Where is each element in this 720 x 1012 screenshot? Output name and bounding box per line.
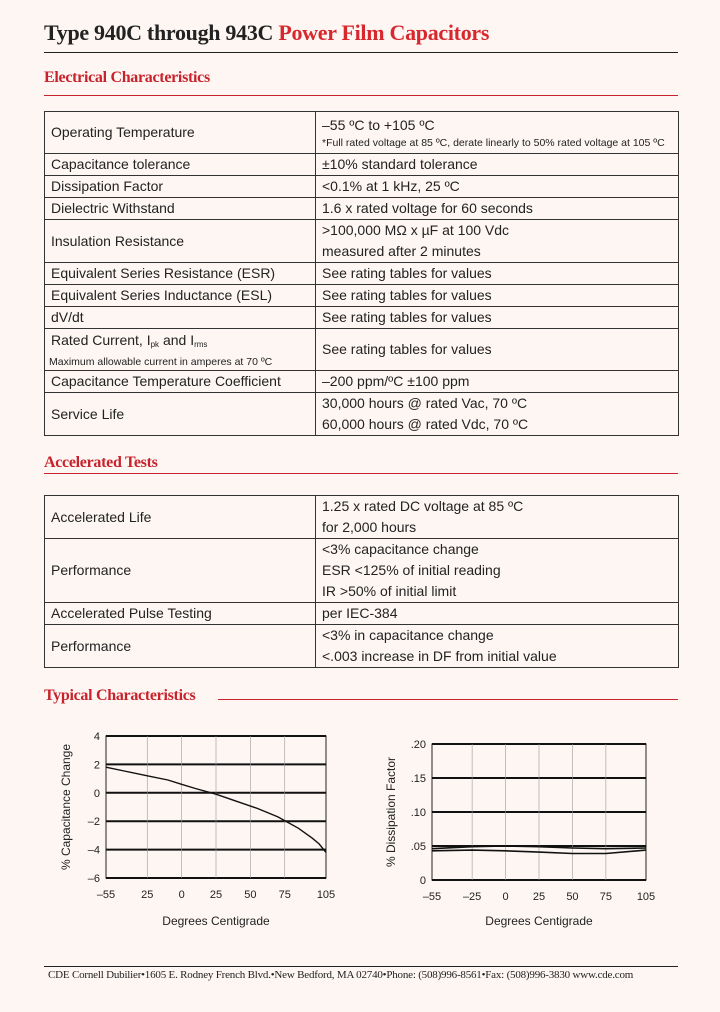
y-tick-label: –2 — [87, 816, 100, 829]
row-key: Dielectric Withstand — [45, 198, 316, 220]
key-text: Rated Current, I — [51, 331, 151, 348]
key-note: Maximum allowable current in amperes at 70 ºC — [49, 355, 273, 368]
x-tick-label: –55 — [422, 891, 442, 903]
y-tick-label: –6 — [87, 873, 100, 885]
row-value: 1.6 x rated voltage for 60 seconds — [316, 198, 679, 220]
row-key: Service Life — [45, 393, 316, 436]
y-tick-label: .15 — [410, 773, 426, 785]
y-axis-label: % Capacitance Change — [59, 743, 73, 871]
x-tick-label: –25 — [462, 891, 482, 903]
x-tick-label: 105 — [316, 889, 336, 901]
row-value: See rating tables for values — [316, 307, 679, 329]
row-key: Equivalent Series Resistance (ESR) — [45, 263, 316, 285]
x-tick-label: –55 — [96, 889, 116, 901]
x-tick-label: 105 — [636, 891, 656, 903]
dissipation-factor-chart — [384, 739, 655, 928]
value-line: measured after 2 minutes — [322, 243, 481, 259]
row-value: <0.1% at 1 kHz, 25 ºC — [316, 176, 679, 198]
value-line: 30,000 hours @ rated Vac, 70 ºC — [322, 395, 528, 411]
row-value: per IEC-384 — [316, 603, 679, 625]
key-sub-pk: pk — [150, 339, 160, 349]
x-tick-label: 50 — [566, 891, 579, 903]
value-line: IR >50% of initial limit — [322, 583, 457, 599]
row-key: Insulation Resistance — [45, 220, 316, 263]
value-line: 60,000 hours @ rated Vdc, 70 ºC — [322, 416, 529, 432]
row-key: Operating Temperature — [45, 112, 316, 154]
footer-rule — [44, 966, 678, 967]
y-tick-label: –4 — [87, 844, 100, 857]
value-note: *Full rated voltage at 85 ºC, derate linearly to 50% rated voltage at 105 ºC — [322, 136, 665, 149]
capacitance-change-chart — [59, 731, 335, 928]
x-tick-label: 0 — [178, 889, 185, 901]
y-tick-label: 0 — [93, 787, 100, 800]
row-key: dV/dt — [45, 307, 316, 329]
row-key: Performance — [45, 539, 316, 603]
x-tick-label: 25 — [209, 889, 223, 901]
x-tick-label: 25 — [141, 889, 154, 901]
value-line: –55 ºC to +105 ºC — [322, 116, 435, 133]
row-value: ±10% standard tolerance — [316, 154, 679, 176]
value-line: <.003 increase in DF from initial value — [322, 648, 557, 664]
y-axis-label: % Dissipation Factor — [384, 756, 398, 868]
row-key: Equivalent Series Inductance (ESL) — [45, 285, 316, 307]
title-category: Power Film Capacitors — [278, 20, 490, 45]
footer-contact: CDE Cornell Dubilier•1605 E. Rodney French Blvd.•New Bedford, MA 02740•Phone: (508)996-8561•Fax: (508)996-3830 www.cde.com — [48, 969, 634, 981]
row-value: See rating tables for values — [316, 329, 679, 371]
x-axis-label: Degrees Centigrade — [162, 914, 270, 928]
row-key: Accelerated Life — [45, 496, 316, 539]
y-tick-label: .05 — [410, 841, 426, 853]
value-line: 1.25 x rated DC voltage at 85 ºC — [322, 498, 524, 514]
value-line: <3% in capacitance change — [322, 627, 494, 643]
row-value: See rating tables for values — [316, 263, 679, 285]
accelerated-heading: Accelerated Tests — [44, 454, 158, 471]
electrical-heading: Electrical Characteristics — [44, 69, 210, 86]
x-tick-label: 75 — [599, 891, 612, 903]
y-tick-label: .20 — [410, 739, 426, 751]
value-line: for 2,000 hours — [322, 519, 417, 535]
value-line: <3% capacitance change — [322, 541, 479, 557]
row-key: Capacitance Temperature Coefficient — [45, 371, 316, 393]
x-tick-label: 25 — [532, 891, 546, 903]
value-line: >100,000 MΩ x µF at 100 Vdc — [322, 222, 510, 238]
row-value: See rating tables for values — [316, 285, 679, 307]
x-tick-label: 75 — [278, 889, 291, 901]
row-key: Performance — [45, 625, 316, 668]
key-and: and I — [159, 331, 195, 348]
row-key: Dissipation Factor — [45, 176, 316, 198]
y-tick-label: 2 — [93, 759, 100, 772]
x-tick-label: 0 — [502, 891, 509, 903]
key-sub-rms: rms — [194, 339, 208, 349]
value-line: ESR <125% of initial reading — [322, 562, 501, 578]
x-tick-label: 50 — [244, 889, 257, 901]
typical-heading: Typical Characteristics — [44, 687, 196, 704]
y-tick-label: 0 — [419, 875, 426, 887]
title-product: Type 940C through 943C — [44, 20, 274, 45]
row-key: Accelerated Pulse Testing — [45, 603, 316, 625]
row-key: Capacitance tolerance — [45, 154, 316, 176]
y-tick-label: 4 — [93, 731, 100, 743]
x-axis-label: Degrees Centigrade — [485, 914, 593, 928]
y-tick-label: .10 — [410, 807, 426, 819]
row-value: –200 ppm/ºC ±100 ppm — [316, 371, 679, 393]
